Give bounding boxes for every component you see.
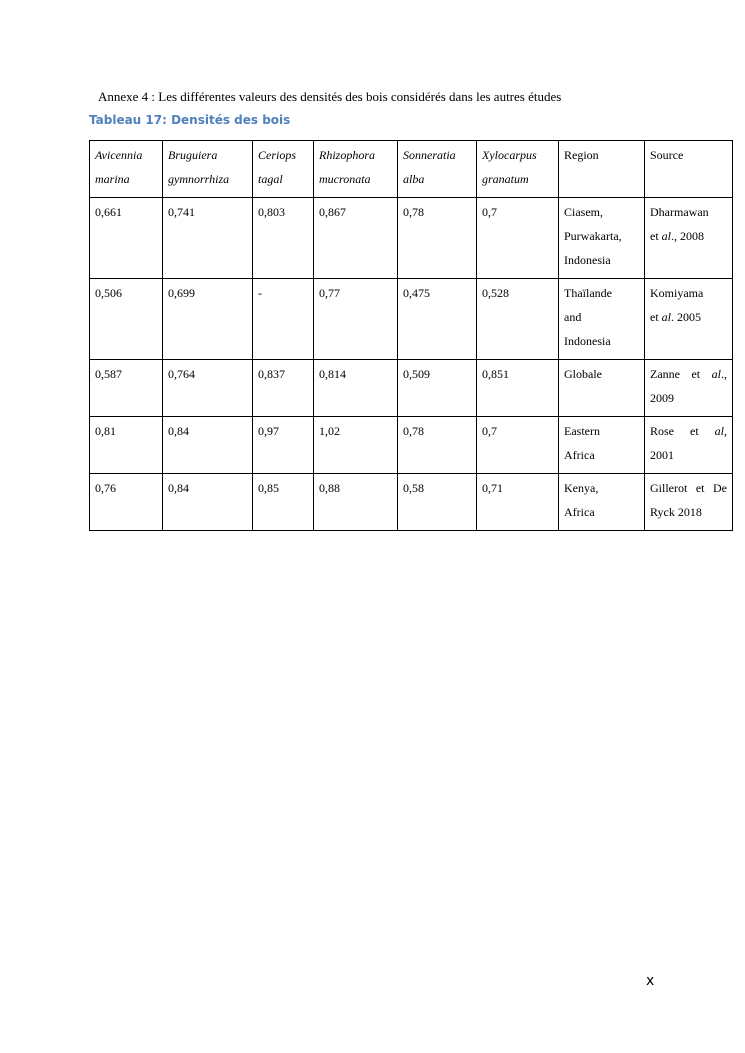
cell-value: 0,84	[163, 474, 253, 531]
cell-value: 0,78	[398, 198, 477, 279]
page-number: x	[646, 973, 655, 989]
cell-value: 0,78	[398, 417, 477, 474]
cell-value: 0,76	[90, 474, 163, 531]
cell-value: 0,7	[477, 198, 559, 279]
cell-value: 0,803	[253, 198, 314, 279]
annex-title: Annexe 4 : Les différentes valeurs des densités des bois considérés dans les autres études	[98, 89, 562, 104]
cell-value: 0,851	[477, 360, 559, 417]
cell-value: 0,699	[163, 279, 253, 360]
cell-value: 0,509	[398, 360, 477, 417]
cell-source: Dharmawan et al., 2008	[645, 198, 733, 279]
header-ceriops: Ceriops tagal	[253, 141, 314, 198]
cell-value: -	[253, 279, 314, 360]
table-row	[90, 360, 733, 417]
cell-region: Thaïlande and Indonesia	[559, 279, 645, 360]
cell-source: Zanne et al., 2009	[645, 360, 733, 417]
header-sonneratia: Sonneratia alba	[398, 141, 477, 198]
cell-source: Gillerot et De Ryck 2018	[645, 474, 733, 531]
table-row	[90, 474, 733, 531]
cell-value: 0,81	[90, 417, 163, 474]
cell-value: 0,7	[477, 417, 559, 474]
cell-value: 0,867	[314, 198, 398, 279]
density-table	[89, 140, 733, 531]
cell-value: 0,77	[314, 279, 398, 360]
table-row	[90, 417, 733, 474]
header-region: Region	[559, 141, 645, 198]
cell-region: Kenya, Africa	[559, 474, 645, 531]
cell-value: 0,475	[398, 279, 477, 360]
header-rhizophora: Rhizophora mucronata	[314, 141, 398, 198]
cell-value: 0,814	[314, 360, 398, 417]
cell-source: Rose et al, 2001	[645, 417, 733, 474]
cell-value: 0,97	[253, 417, 314, 474]
table-caption: Tableau 17: Densités des bois	[89, 113, 291, 127]
cell-region: Globale	[559, 360, 645, 417]
header-source: Source	[645, 141, 733, 198]
cell-value: 0,88	[314, 474, 398, 531]
cell-value: 0,528	[477, 279, 559, 360]
cell-value: 0,837	[253, 360, 314, 417]
cell-value: 0,58	[398, 474, 477, 531]
cell-region: Eastern Africa	[559, 417, 645, 474]
header-xylocarpus: Xylocarpus granatum	[477, 141, 559, 198]
table-row	[90, 279, 733, 360]
cell-value: 0,71	[477, 474, 559, 531]
cell-value: 0,741	[163, 198, 253, 279]
header-bruguiera: Bruguiera gymnorrhiza	[163, 141, 253, 198]
cell-value: 0,85	[253, 474, 314, 531]
cell-region: Ciasem, Purwakarta, Indonesia	[559, 198, 645, 279]
cell-value: 0,84	[163, 417, 253, 474]
header-avicennia: Avicennia marina	[90, 141, 163, 198]
cell-value: 0,661	[90, 198, 163, 279]
cell-source: Komiyama et al. 2005	[645, 279, 733, 360]
table-header-row	[90, 141, 733, 198]
cell-value: 0,764	[163, 360, 253, 417]
table-row	[90, 198, 733, 279]
cell-value: 0,587	[90, 360, 163, 417]
cell-value: 1,02	[314, 417, 398, 474]
cell-value: 0,506	[90, 279, 163, 360]
